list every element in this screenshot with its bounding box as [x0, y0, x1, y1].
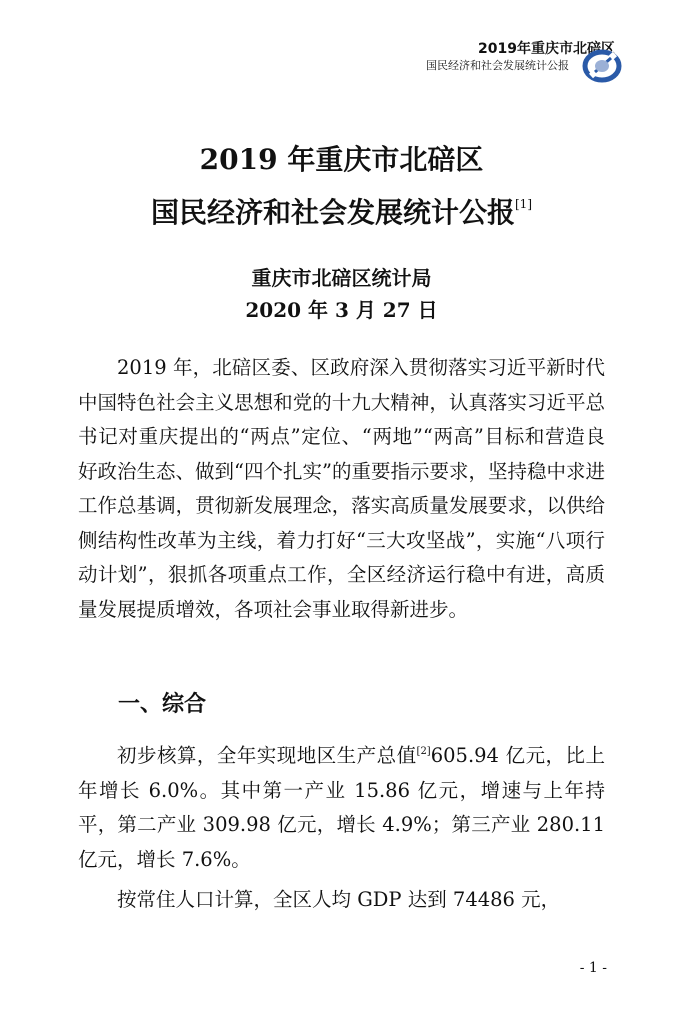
section-heading-overview: 一、综合: [118, 692, 207, 717]
title-line2: [0, 182, 683, 235]
author-block: [0, 262, 683, 326]
document-title: [0, 138, 683, 235]
issue-date: 2020 年 3 月 27 日: [245, 298, 438, 322]
title-line2-text: 国民经济和社会发展统计公报: [150, 196, 515, 229]
page-number: - 1 -: [579, 960, 607, 976]
issuing-organization: 重庆市北碚区统计局: [251, 266, 432, 290]
title-line1: 2019 年重庆市北碚区: [199, 143, 484, 176]
gdp-footnote-marker: [2]: [416, 746, 431, 757]
header-title-line2: 国民经济和社会发展统计公报: [426, 59, 569, 72]
gdp-paragraph: [78, 735, 605, 877]
title-footnote-marker: [1]: [515, 197, 532, 211]
header-title-line1: 2019年重庆市北碚区: [478, 41, 615, 57]
statistics-logo-icon: [577, 46, 623, 86]
gdp-text-start: 初步核算，全年实现地区生产总值: [117, 744, 417, 767]
gdp-text-rest: 605.94 亿元，比上年增长 6.0%。其中第一产业 15.86 亿元，增速与上年持平，第二产业 309.98 亿元，增长 4.9%；第三产业 280.11 亿元，增长 7.6%。: [78, 744, 605, 871]
intro-paragraph: 2019 年，北碚区委、区政府深入贯彻落实习近平新时代中国特色社会主义思想和党的十九大精神，认真落实习近平总书记对重庆提出的“两点”定位、“两地”“两高”目标和营造良好政治生态、做到“四个扎实”的重要指示要求，坚持稳中求进工作总基调，贯彻新发展理念，落实高质量发展要求，以供给侧结构性改革为主线，着力打好“三大攻坚战”，实施“八项行动计划”，狠抓各项重点工作，全区经济运行稳中有进，高质量发展提质增效，各项社会事业取得新进步。: [78, 356, 605, 621]
per-capita-paragraph: 按常住人口计算，全区人均 GDP 达到 74486 元，: [117, 888, 561, 911]
